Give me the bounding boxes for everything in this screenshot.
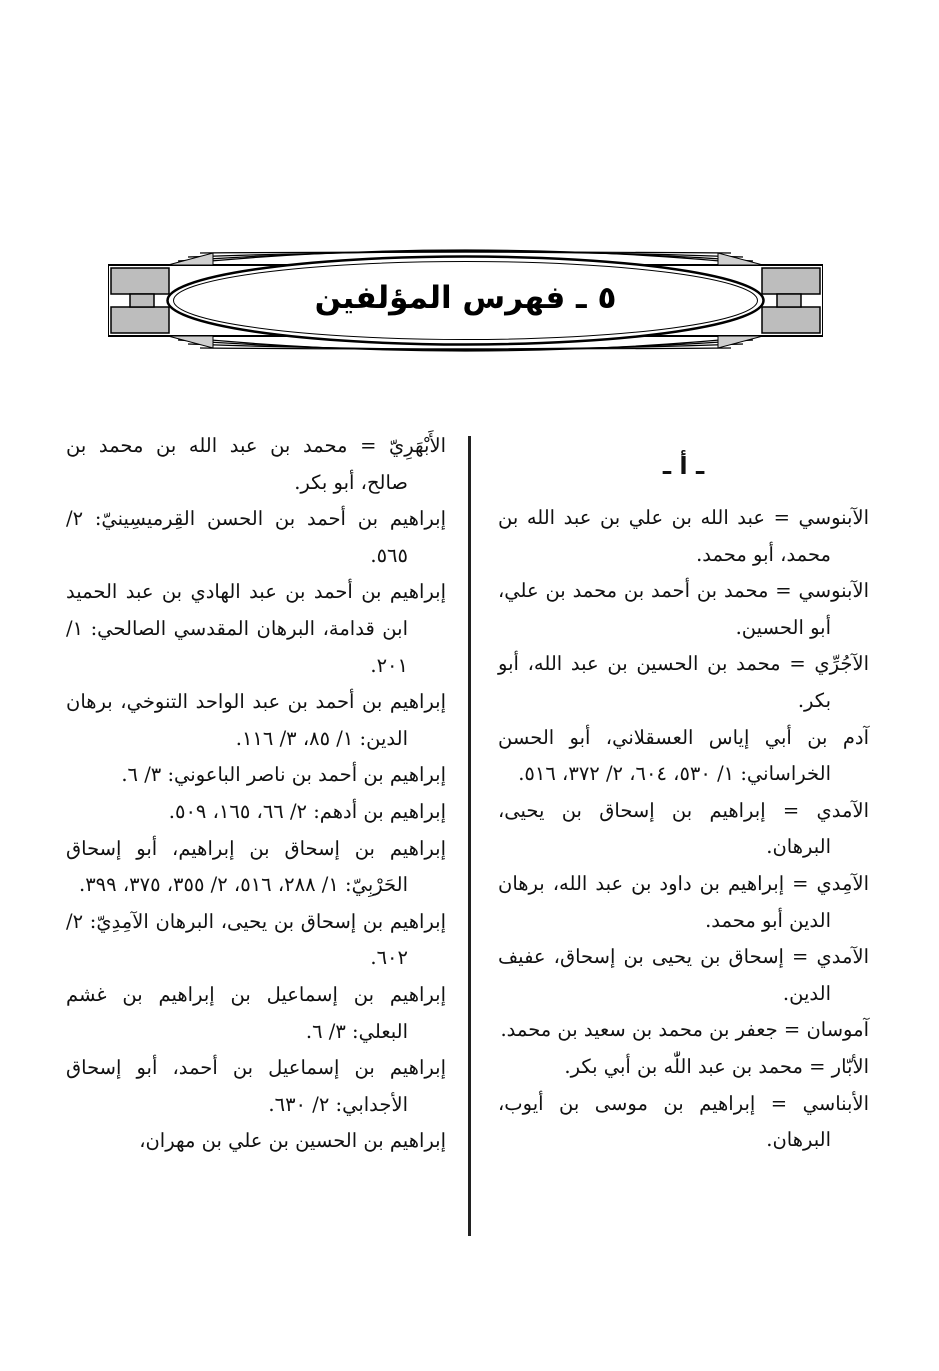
index-entry: إبراهيم بن إسحاق بن يحيى، البرهان الآمِدِيّ: ٢/ ٦٠٢. [66, 909, 446, 970]
index-entry: الأبّار = محمد بن عبد اللّٰه بن أبي بكر. [564, 1054, 869, 1078]
index-entry: الأبناسي = إبراهيم بن موسى بن أيوب، البرهان. [498, 1091, 869, 1152]
index-entry: الآمدي = إسحاق بن يحيى بن إسحاق، عفيف الدين. [498, 945, 869, 1005]
index-entry: الآمدي = إبراهيم بن إسحاق بن يحيى، البرهان. [498, 798, 869, 859]
index-column-left [66, 428, 446, 1160]
letter-heading: ـ أ ـ [662, 452, 705, 480]
index-entry: إبراهيم بن إسحاق بن إبراهيم، أبو إسحاق الحَرْبِيّ: ١/ ٢٨٨، ٥١٦، ٢/ ٣٥٥، ٣٧٥، ٣٩٩. [66, 836, 446, 897]
index-entry: إبراهيم بن إسماعيل بن إبراهيم بن غشم البعلي: ٣/ ٦. [66, 982, 446, 1043]
index-entry: الآجُرِّي = محمد بن الحسين بن عبد الله، أبو بكر. [498, 652, 869, 712]
index-entry: الآبنوسي = محمد بن أحمد بن محمد بن علي، أبو الحسين. [498, 579, 869, 639]
index-entry: الآبنوسي = عبد الله بن علي بن عبد الله بن محمد، أبو محمد. [498, 506, 869, 566]
index-entry: إبراهيم بن أحمد بن الحسن القِرميسِينيّ: ٢/ ٥٦٥. [66, 507, 446, 567]
index-entry: إبراهيم بن أحمد بن عبد الواحد التنوخي، برهان الدين: ١/ ٨٥، ٣/ ١١٦. [66, 690, 446, 750]
index-entry: آموسان = جعفر بن محمد بن سعيد بن محمد. [500, 1018, 869, 1042]
index-entry: الأَبْهَرِيّ = محمد بن عبد الله بن محمد بن صالح، أبو بكر. [66, 434, 446, 494]
index-entry: إبراهيم بن إسماعيل بن أحمد، أبو إسحاق الأجدابي: ٢/ ٦٣٠. [66, 1056, 446, 1116]
column-divider [468, 436, 471, 1236]
index-entry: إبراهيم بن أحمد بن ناصر الباعوني: ٣/ ٦. [121, 763, 446, 787]
page-title: ٥ ـ فهرس المؤلفين [314, 280, 617, 316]
index-entry: إبراهيم بن أحمد بن عبد الهادي بن عبد الحميد ابن قدامة، البرهان المقدسي الصالحي: ١/ ٢٠١. [66, 580, 446, 677]
section-title-banner [108, 243, 823, 358]
index-entry: إبراهيم بن الحسين بن علي بن مهران، [139, 1129, 446, 1153]
index-entry: آدم بن أبي إياس العسقلاني، أبو الحسن الخراساني: ١/ ٥٣٠، ٦٠٤، ٢/ ٣٧٢، ٥١٦. [498, 725, 869, 786]
index-entry: إبراهيم بن أدهم: ٢/ ٦٦، ١٦٥، ٥٠٩. [168, 799, 446, 823]
index-column-right [498, 428, 869, 1159]
index-entry: الآمِدي = إبراهيم بن داود بن عبد الله، برهان الدين أبو محمد. [498, 871, 869, 932]
